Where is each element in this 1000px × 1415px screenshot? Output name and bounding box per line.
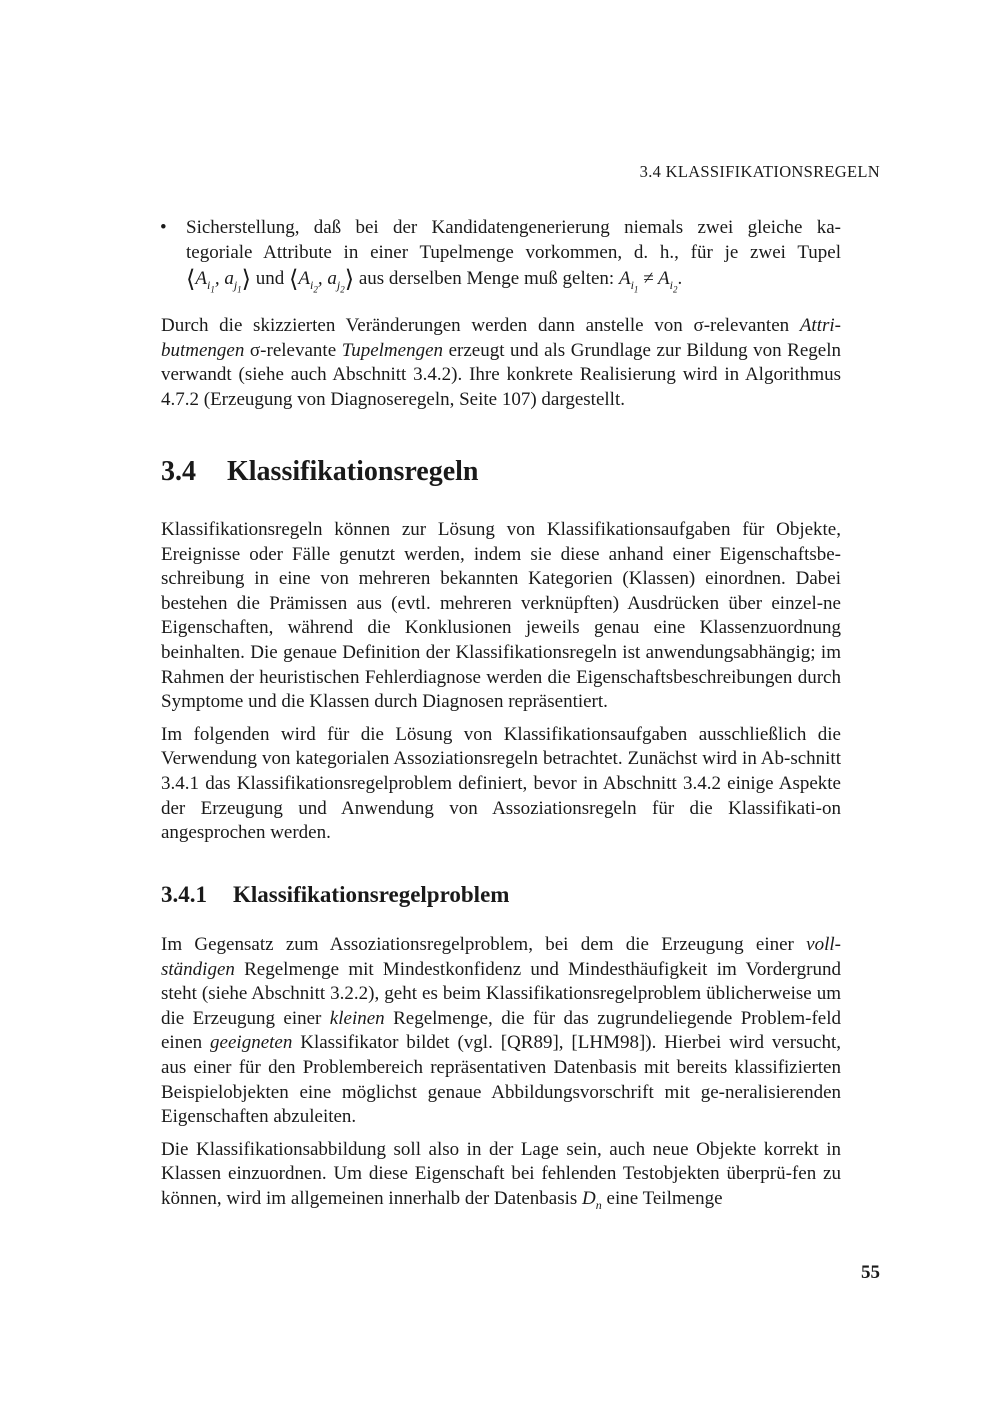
inequality-formula: $A_{i_1} \ne A_{i_2}$ (618, 268, 678, 295)
sub-p1-text-b: Regelmenge mit Mindestkonfidenz und Mindesthäufigkeit im Vordergrund steht (siehe Abschnitt 3.2.2), geht es beim Klassifikationsregelproblem üblicherweise um die Erzeugung einer (161, 958, 841, 1029)
section-paragraph-1: Klassifikationsregeln können zur Lösung von Klassifikationsaufgaben für Objekte, Ereignisse oder Fälle genutzt werden, indem sie diese anhand einer Eigenschaftsbe-schreibung in eine von mehreren bekannten Kategorien (Klassen) einordnen. Dabei bestehen die Prämissen aus (evtl. mehreren verknüpften) Ausdrücken über einzel-ne Eigenschaften, während die Konklusionen jeweils genau eine Klassenzuordnung beinhalten. Die genaue Definition der Klassifikationsregeln ist anwendungsabhängig; im Rahmen der heuristischen Fehlerdiagnose werden die Eigenschaftsbeschreibungen durch Symptome und die Klassen durch Diagnosen repräsentiert. (161, 519, 841, 713)
bullet-line-3-text: aus derselben Menge muß gelten: (358, 268, 615, 290)
sub-p1-emphasis-2: kleinen (329, 1007, 385, 1029)
intro-emphasis-2: Tupelmengen (341, 339, 444, 361)
header-section-number: 3.4 (639, 162, 662, 181)
subsection-title: Klassifikationsregelproblem (233, 882, 510, 907)
subsection-paragraph-1 (161, 933, 841, 1130)
header-title-cap: K (665, 162, 678, 181)
sub-p2-text-a: Die Klassifikationsabbildung soll also in der Lage sein, auch neue Objekte korrekt in Klassen einzuordnen. Um diese Eigenschaft bei fehlenden Testobjekten überprü-fen zu können, wird im allgemeinen innerhalb der Datenbasis (161, 1138, 841, 1209)
intro-text-3: erzeugt und als Grundlage zur Bildung von Regeln verwandt (siehe auch Abschnitt 3.4.2). Ihre konkrete Realisierung wird in Algorithmus 4.7.2 (Erzeugung von Diagnoseregeln, Seite 107) dargestellt. (161, 339, 842, 410)
section-title: Klassifikationsregeln (227, 456, 479, 487)
sub-p2-text-tail: eine Teilmenge (601, 1187, 723, 1209)
intro-paragraph (161, 314, 841, 412)
header-title-rest: LASSIFIKATIONSREGELN (677, 162, 880, 181)
bullet-line-3: $⟨A_{i_1}$, $a_{j_1}⟩$ und $⟨A_{i_2}$, $a_{j_2}⟩$ aus derselben Menge muß gelten: $A_{i_1} \ne A_{i_2}$. (186, 267, 683, 295)
subsection-paragraph-2 (161, 1138, 841, 1212)
bullet-dot-icon: • (160, 217, 167, 238)
bullet-line-1: Sicherstellung, daß bei der Kandidatengenerierung niemals zwei gleiche ka- (186, 217, 841, 238)
section-number: 3.4 (161, 456, 196, 487)
sub-p1-text-d: Klassifikator bildet (vgl. [QR89], [LHM98]). Hierbei wird versucht, aus einer für den Problembereich repräsentativen Datenbasis mit bereits klassifizierten Beispielobjekten eine möglichst genaue Abbildungsvorschrift mit ge-neralisierenden Eigenschaften abzuleiten. (161, 1032, 841, 1128)
section-heading (161, 456, 479, 488)
intro-emphasis-1: Attri-butmengen (161, 315, 841, 361)
sub-p1-text-a: Im Gegensatz zum Assoziationsregelproblem, bei dem die Erzeugung einer (161, 934, 807, 955)
tuple-connector: und (255, 268, 285, 290)
bullet-item (160, 216, 841, 295)
intro-text-2: σ-relevante (244, 339, 342, 361)
subsection-heading (161, 882, 509, 908)
sub-p1-emphasis-1: voll-ständigen (161, 934, 841, 980)
tuple-2-formula: $⟨A_{i_2}$, $a_{j_2}⟩$ (289, 267, 355, 295)
running-header (640, 162, 880, 182)
sub-p1-emphasis-3: geeigneten (210, 1032, 293, 1054)
section-body (161, 518, 841, 846)
bullet-line-2: tegoriale Attribute in einer Tupelmenge vorkommen, d. h., für je zwei Tupel (186, 241, 841, 263)
intro-text-1: Durch die skizzierten Veränderungen werden dann anstelle von σ-relevanten (161, 315, 800, 336)
subsection-number: 3.4.1 (161, 882, 207, 907)
subsection-body (161, 933, 841, 1212)
sub-p1-text-c: Regelmenge, die für das zugrundeliegende Problem-feld einen (161, 1007, 841, 1054)
tuple-1-formula: $⟨A_{i_1}$, $a_{j_1}⟩$ (186, 267, 252, 295)
section-paragraph-2: Im folgenden wird für die Lösung von Klassifikationsaufgaben ausschließlich die Verwendung von kategorialen Assoziationsregeln betrachtet. Zunächst wird in Ab-schnitt 3.4.1 das Klassifikationsregelproblem definiert, bevor in Abschnitt 3.4.2 einige Aspekte der Erzeugung und Anwendung von Assoziationsregeln für die Klassifikati-on angesprochen werden. (161, 723, 841, 844)
database-symbol: $D_n$ (582, 1187, 602, 1212)
page-number: 55 (861, 1262, 880, 1283)
